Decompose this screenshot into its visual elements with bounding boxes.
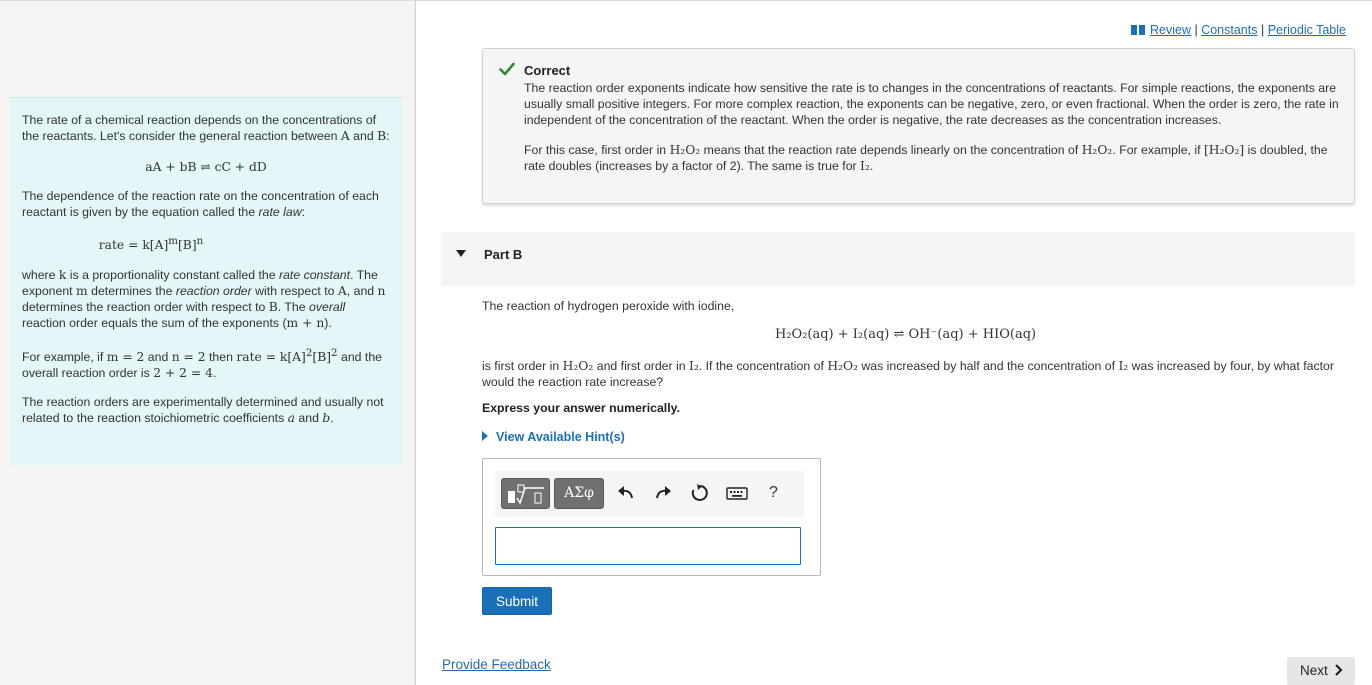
question-intro: The reaction of hydrogen peroxide with iodine,	[482, 299, 735, 313]
correct-title: Correct	[524, 63, 571, 78]
review-link[interactable]: Review	[1149, 23, 1191, 37]
undo-icon[interactable]	[615, 482, 637, 504]
expand-arrow-icon	[482, 431, 488, 441]
math-toolbar	[495, 471, 804, 517]
link-separator: |	[1194, 23, 1198, 37]
top-divider	[0, 0, 1372, 1]
part-b-header[interactable]	[441, 232, 1355, 286]
periodic-table-link[interactable]: Periodic Table	[1267, 23, 1346, 37]
intro-paragraph-2: The dependence of the reaction rate on the concentration of each reactant is given by the equation called the rate law:	[22, 189, 379, 219]
checkmark-icon	[499, 61, 515, 77]
next-button[interactable]: Next	[1287, 657, 1355, 685]
general-equation: aA + bB ⇌ cC + dD	[145, 160, 267, 174]
intro-panel	[10, 97, 402, 465]
explanation-paragraph-1: The reaction order exponents indicate how sensitive the rate is to changes in the concentrations of reactants. For simple reactions, the exponents are usually small positive integers. For more complex reaction, the exponents can be negative, zero, or even fractional. When the order is zero, the rate in independent of the concentration of the reactant. When the order is negative, the rate decreases as the concentration increases.	[524, 81, 1339, 127]
explanation-paragraph-2: For this case, first order in H₂O₂ means that the reaction rate depends linearly on the concentration of H₂O₂. For example, if [H₂O₂] is doubled, the rate doubles (increases by a factor of 2). The same is true for I₂.	[524, 143, 1328, 173]
answer-input[interactable]	[495, 527, 801, 565]
keyboard-icon[interactable]	[725, 482, 749, 504]
constants-link[interactable]: Constants	[1201, 23, 1258, 37]
rate-law-equation: rate = $k[A]^m[B]^n$	[98, 235, 204, 253]
reaction-equation: H₂O₂(aq) + I₂(aq) ⇌ OH⁻(aq) + HIO(aq)	[775, 327, 1037, 342]
correct-explanation	[524, 80, 1344, 174]
symbols-button[interactable]: ΑΣφ	[554, 478, 604, 509]
chevron-right-icon	[1334, 664, 1343, 676]
part-b-title: Part B	[484, 247, 523, 262]
intro-paragraph-5: The reaction orders are experimentally determined and usually not related to the reaction stoichiometric coefficients a and b.	[22, 395, 384, 426]
radical-template-icon	[502, 479, 551, 510]
provide-feedback-link[interactable]: Provide Feedback	[442, 657, 551, 672]
correct-feedback-box	[482, 48, 1355, 204]
intro-paragraph-3: where k is a proportionality constant called the rate constant. The exponent m determines the reaction order with respect to A, and n determines the reaction order with respect to B. The overall reaction order equals the sum of the exponents (m + n).	[22, 268, 386, 331]
book-icon	[1131, 25, 1145, 35]
intro-paragraph-1: The rate of a chemical reaction depends on the concentrations of the reactants. Let's consider the general reaction between A and B:	[22, 113, 390, 143]
redo-icon[interactable]	[652, 482, 674, 504]
link-separator: |	[1260, 23, 1265, 37]
help-button[interactable]: ?	[769, 484, 778, 501]
resource-links	[1131, 23, 1347, 37]
panel-separator	[415, 0, 416, 685]
templates-button[interactable]	[501, 478, 550, 509]
collapse-arrow-icon[interactable]	[456, 250, 466, 257]
intro-paragraph-4: For example, if m = 2 and n = 2 then rate = $k[A]^2[B]^2$ and the overall reaction order is 2 + 2 = 4.	[22, 347, 383, 381]
reset-icon[interactable]	[688, 482, 710, 504]
answer-instruction: Express your answer numerically.	[482, 401, 680, 415]
answer-panel	[482, 458, 821, 576]
view-hints-link[interactable]: View Available Hint(s)	[482, 430, 625, 444]
question-text: is first order in H₂O₂ and first order in I₂. If the concentration of H₂O₂ was increased by half and the concentration of I₂ was increased by four, by what factor would the reaction rate increase?	[482, 359, 1334, 389]
submit-button[interactable]: Submit	[482, 587, 552, 615]
